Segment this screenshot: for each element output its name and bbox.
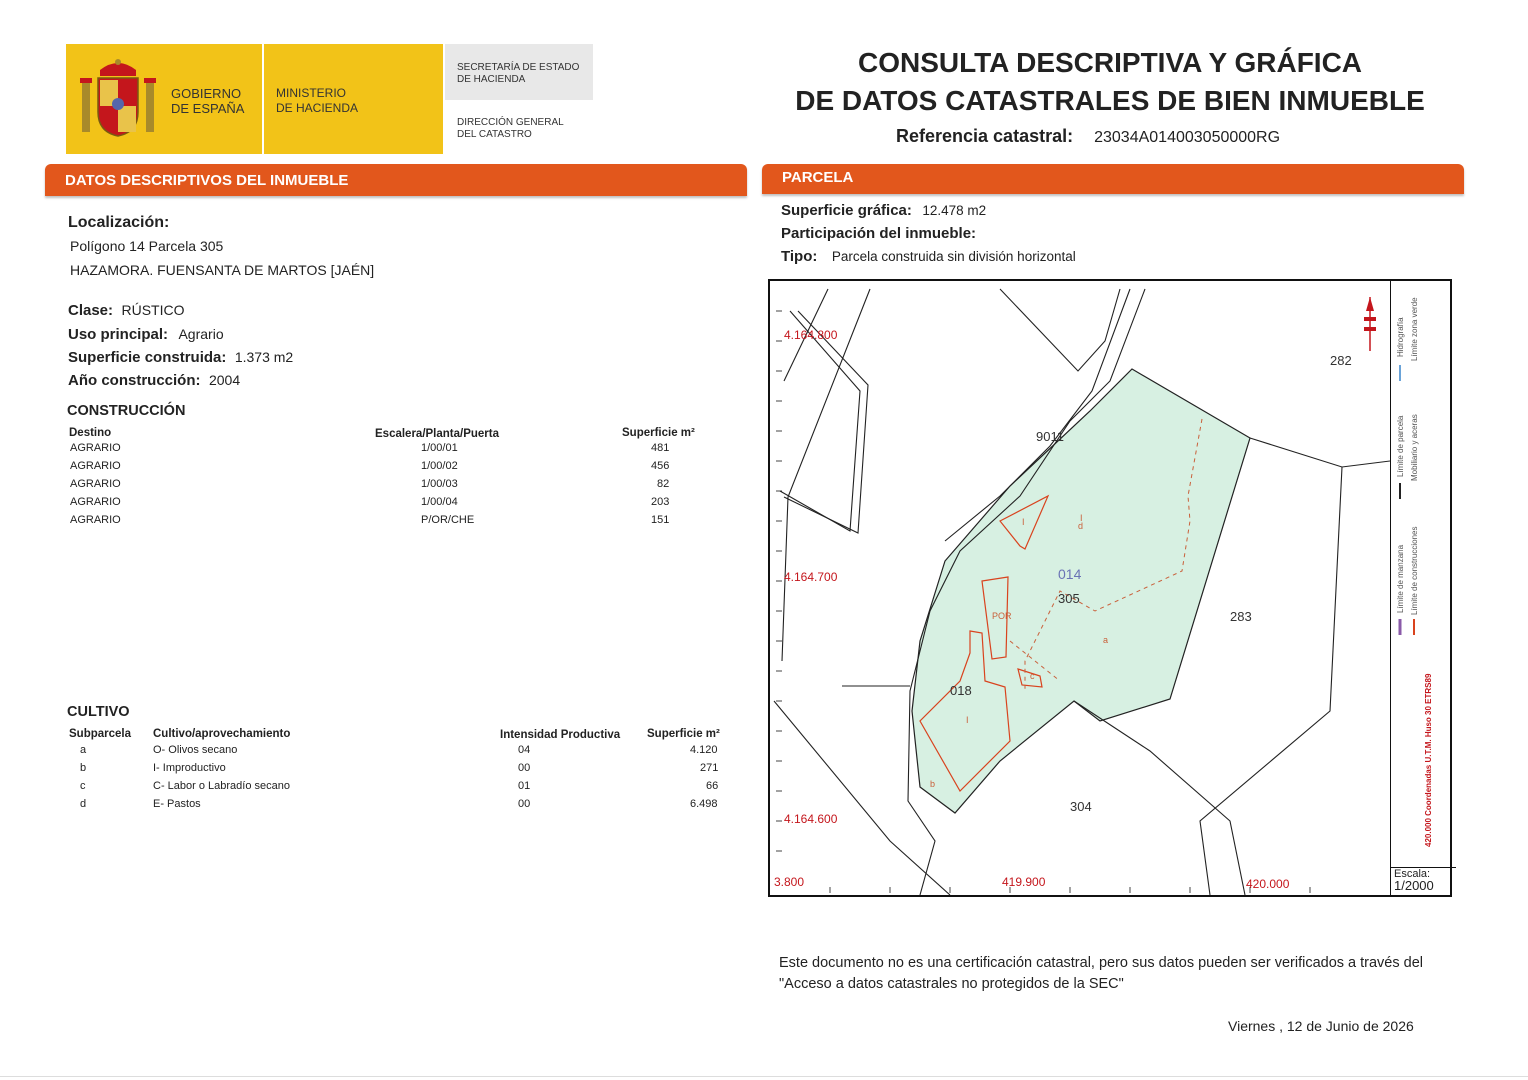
participacion-label: Participación del inmueble: [781,225,977,242]
table-cell: 1/00/03 [421,478,458,490]
construccion-header-destino: Destino [69,427,112,439]
parcel-label-282: 282 [1330,353,1352,368]
svg-text:I: I [966,715,969,725]
svg-text:I: I [1080,513,1083,523]
legend-limite-parcela: Límite de parcela [1396,415,1405,477]
coord-y-3: 4.164.600 [784,812,838,826]
table-cell: 00 [518,762,531,774]
table-cell: O- Olivos secano [153,744,238,756]
legend-zona-verde: Límite zona verde [1410,297,1419,361]
table-cell: P/OR/CHE [421,514,475,526]
secretaria-label: SECRETARÍA DE ESTADO DE HACIENDA [457,62,580,85]
table-row: a [80,744,87,756]
superficie-construida-value: 1.373 m2 [234,349,294,365]
tipo-value: Parcela construida sin división horizontal [831,249,1076,264]
map-drawing [770,281,1390,895]
table-row: c [80,780,86,792]
cultivo-header-intensidad: Intensidad Productiva [500,729,621,741]
gobierno-espana-label: GOBIERNO DE ESPAÑA [171,86,245,116]
table-cell: 203 [651,496,670,508]
map-legend [1391,281,1451,865]
localizacion-line1: Polígono 14 Parcela 305 [70,238,224,254]
table-row: AGRARIO [70,496,121,508]
table-cell: 271 [700,762,719,774]
table-row: AGRARIO [70,478,121,490]
svg-text:b: b [930,779,936,789]
coord-x-3: 420.000 [1246,877,1290,891]
north-arrow-icon [1364,297,1376,351]
coat-of-arms-icon [78,56,158,140]
svg-text:c: c [1030,671,1035,681]
svg-text:I: I [1022,517,1025,527]
cultivo-header-subparcela: Subparcela [69,728,131,740]
table-cell: 456 [651,460,670,472]
table-row: b [80,762,87,774]
document-date: Viernes , 12 de Junio de 2026 [1228,1018,1414,1034]
table-row: d [80,798,87,810]
table-cell: 1/00/01 [421,442,458,454]
cultivo-title: CULTIVO [67,704,130,720]
page-bottom-line [0,1076,1528,1077]
localizacion-label: Localización: [68,214,170,231]
coord-x-1: 3.800 [774,875,805,889]
parcela-bar: PARCELA [762,164,1464,194]
parcel-label-283: 283 [1230,609,1252,624]
table-cell: 4.120 [690,744,718,756]
coord-y-1: 4.164.800 [784,328,838,342]
parcel-label-305: 305 [1058,591,1080,606]
scale-value: 1/2000 [1394,878,1434,893]
table-cell: 00 [518,798,531,810]
direccion-general-label: DIRECCIÓN GENERAL DEL CATASTRO [457,117,564,140]
coord-y-2: 4.164.700 [784,570,838,584]
referencia-catastral [896,126,1280,147]
parcel-label-304: 304 [1070,799,1092,814]
logo-divider [443,44,445,154]
table-cell: I- Improductivo [153,762,226,774]
referencia-label: Referencia catastral: [896,126,1074,146]
cadastral-map [768,279,1452,897]
table-cell: 66 [706,780,719,792]
legend-manzana: Límite de manzana [1396,544,1405,613]
polygon-label-014: 014 [1058,566,1082,582]
parcel-label-9011: 9011 [1036,429,1064,444]
svg-text:d: d [1078,521,1084,531]
clase-value: RÚSTICO [121,302,185,318]
superficie-grafica-row: Superficie gráfica: 12.478 m2 [781,202,987,219]
table-cell: 1/00/04 [421,496,458,508]
anio-value: 2004 [208,372,241,388]
table-cell: 82 [657,478,670,490]
referencia-value: 23034A014003050000RG [1094,129,1281,146]
disclaimer-note: Este documento no es una certificación catastral, pero sus datos pueden ser verificados a través del "Acceso a datos catastrales no protegidos de la SEC" [779,955,1423,992]
table-cell: 1/00/02 [421,460,458,472]
document-title: CONSULTA DESCRIPTIVA Y GRÁFICA DE DATOS CATASTRALES DE BIEN INMUEBLE [795,47,1425,116]
table-row: AGRARIO [70,442,121,454]
table-cell: 6.498 [690,798,718,810]
table-cell: 04 [518,744,531,756]
localizacion-line2: HAZAMORA. FUENSANTA DE MARTOS [JAÉN] [70,262,375,278]
legend-construcciones: Límite de construcciones [1410,526,1419,615]
superficie-grafica-value: 12.478 m2 [922,203,987,218]
building-label-por: POR [992,611,1012,621]
table-cell: 151 [651,514,670,526]
cultivo-header-cultivo: Cultivo/aprovechamiento [153,728,291,740]
table-cell: 481 [651,442,670,454]
construccion-title: CONSTRUCCIÓN [67,403,186,419]
construccion-header-superficie: Superficie m² [622,427,695,439]
legend-mobiliario: Mobiliario y aceras [1410,414,1419,481]
cultivo-header-superficie: Superficie m² [647,728,720,740]
datos-descriptivos-bar: DATOS DESCRIPTIVOS DEL INMUEBLE [45,164,747,196]
ministerio-label: MINISTERIO DE HACIENDA [276,86,359,115]
table-cell: E- Pastos [153,798,201,810]
tipo-row: Tipo: Parcela construida sin división horizontal [781,248,1076,265]
table-cell: 01 [518,780,531,792]
superficie-construida-row: Superficie construida: 1.373 m2 [68,349,294,366]
svg-text:a: a [1103,635,1109,645]
clase-row: Clase: RÚSTICO [68,302,185,319]
scale-box [1390,867,1456,898]
uso-principal-row: Uso principal: Agrario [68,326,224,343]
table-row: AGRARIO [70,514,121,526]
parcel-label-018: 018 [950,683,972,698]
table-cell: C- Labor o Labradío secano [153,780,290,792]
table-row: AGRARIO [70,460,121,472]
construccion-header-planta: Escalera/Planta/Puerta [375,428,500,440]
logo-divider [262,44,264,154]
coordinate-system-note: 420.000 Coordenadas U.T.M. Huso 30 ETRS89 [1424,673,1433,847]
legend-hidrografia: Hidrografía [1396,317,1405,357]
anio-construccion-row: Año construcción: 2004 [68,372,241,389]
scale-label: Escala: [1394,868,1431,880]
uso-value: Agrario [178,326,224,342]
coord-x-2: 419.900 [1002,875,1046,889]
